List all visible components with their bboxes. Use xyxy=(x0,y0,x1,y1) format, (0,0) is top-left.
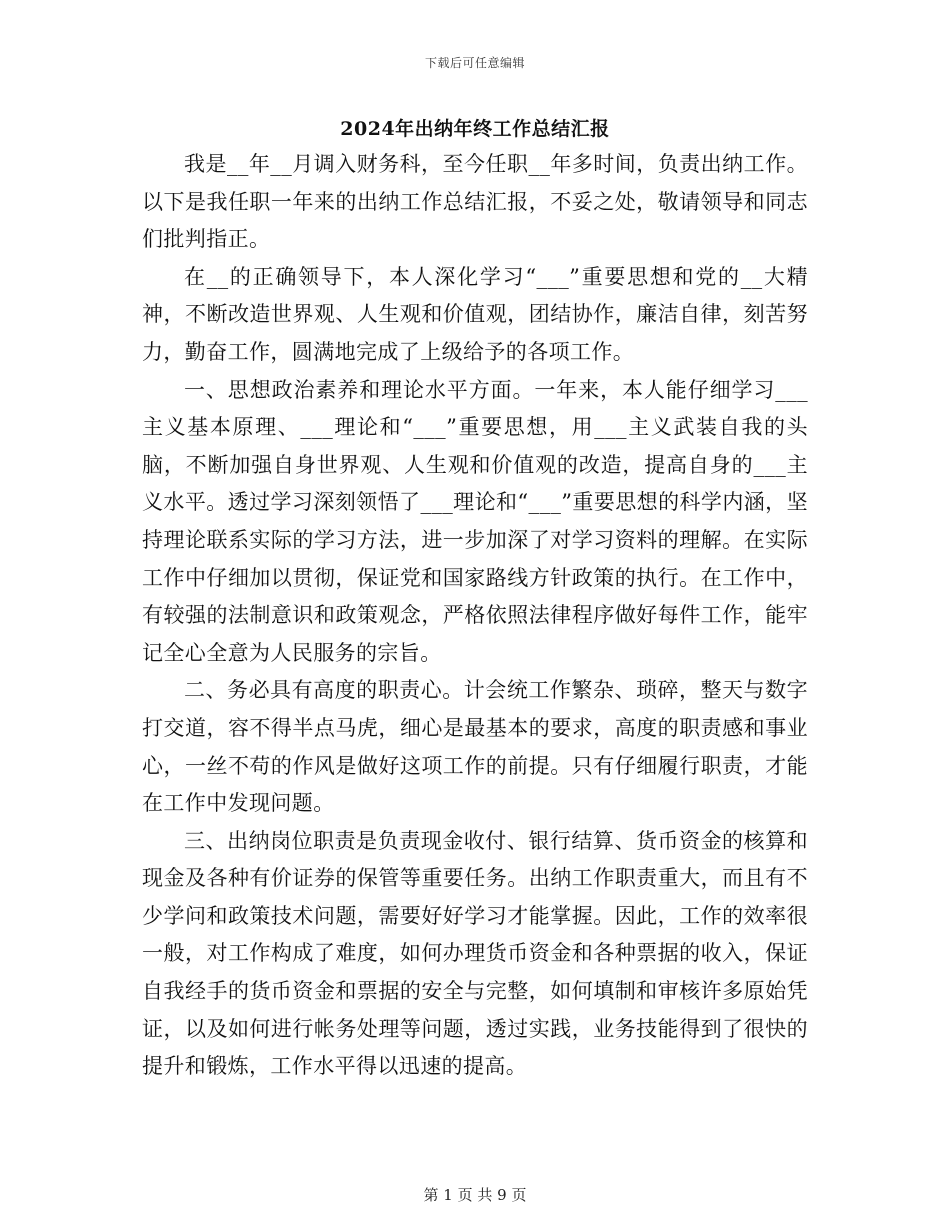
paragraph-section-3: 三、出纳岗位职责是负责现金收付、银行结算、货币资金的核算和现金及各种有价证券的保管等重要任务。出纳工作职责重大，而且有不少学问和政策技术问题，需要好好学习才能掌握。因此，工作的效率很一般，对工作构成了难度，如何办理货币资金和各种票据的收入，保证自我经手的货币资金和票据的安全与完整，如何填制和审核许多原始凭证，以及如何进行帐务处理等问题，透过实践，业务技能得到了很快的提升和锻炼，工作水平得以迅速的提高。 xyxy=(142,828,808,1079)
page-number: 第 1 页 共 9 页 xyxy=(423,1186,527,1204)
document-body xyxy=(142,146,808,1086)
paragraph-section-1: 一、思想政治素养和理论水平方面。一年来，本人能仔细学习___主义基本原理、___理论和“___”重要思想，用___主义武装自我的头脑，不断加强自身世界观、人生观和价值观的改造，提高自身的___主义水平。透过学习深刻领悟了___理论和“___”重要思想的科学内涵，坚持理论联系实际的学习方法，进一步加深了对学习资料的理解。在实际工作中仔细加以贯彻，保证党和国家路线方针政策的执行。在工作中，有较强的法制意识和政策观念，严格依照法律程序做好每件工作，能牢记全心全意为人民服务的宗旨。 xyxy=(142,377,808,665)
paragraph-leadership: 在__的正确领导下，本人深化学习“___”重要思想和党的__大精神，不断改造世界观、人生观和价值观，团结协作，廉洁自律，刻苦努力，勤奋工作，圆满地完成了上级给予的各项工作。 xyxy=(142,264,808,364)
header-note: 下载后可任意编辑 xyxy=(424,56,525,70)
document-title: 2024年出纳年终工作总结汇报 xyxy=(340,118,610,140)
paragraph-intro: 我是__年__月调入财务科，至今任职__年多时间，负责出纳工作。以下是我任职一年来的出纳工作总结汇报，不妥之处，敬请领导和同志们批判指正。 xyxy=(142,152,808,252)
paragraph-section-2: 二、务必具有高度的职责心。计会统工作繁杂、琐碎，整天与数字打交道，容不得半点马虎，细心是最基本的要求，高度的职责感和事业心，一丝不苟的作风是做好这项工作的前提。只有仔细履行职责，才能在工作中发现问题。 xyxy=(142,678,808,816)
